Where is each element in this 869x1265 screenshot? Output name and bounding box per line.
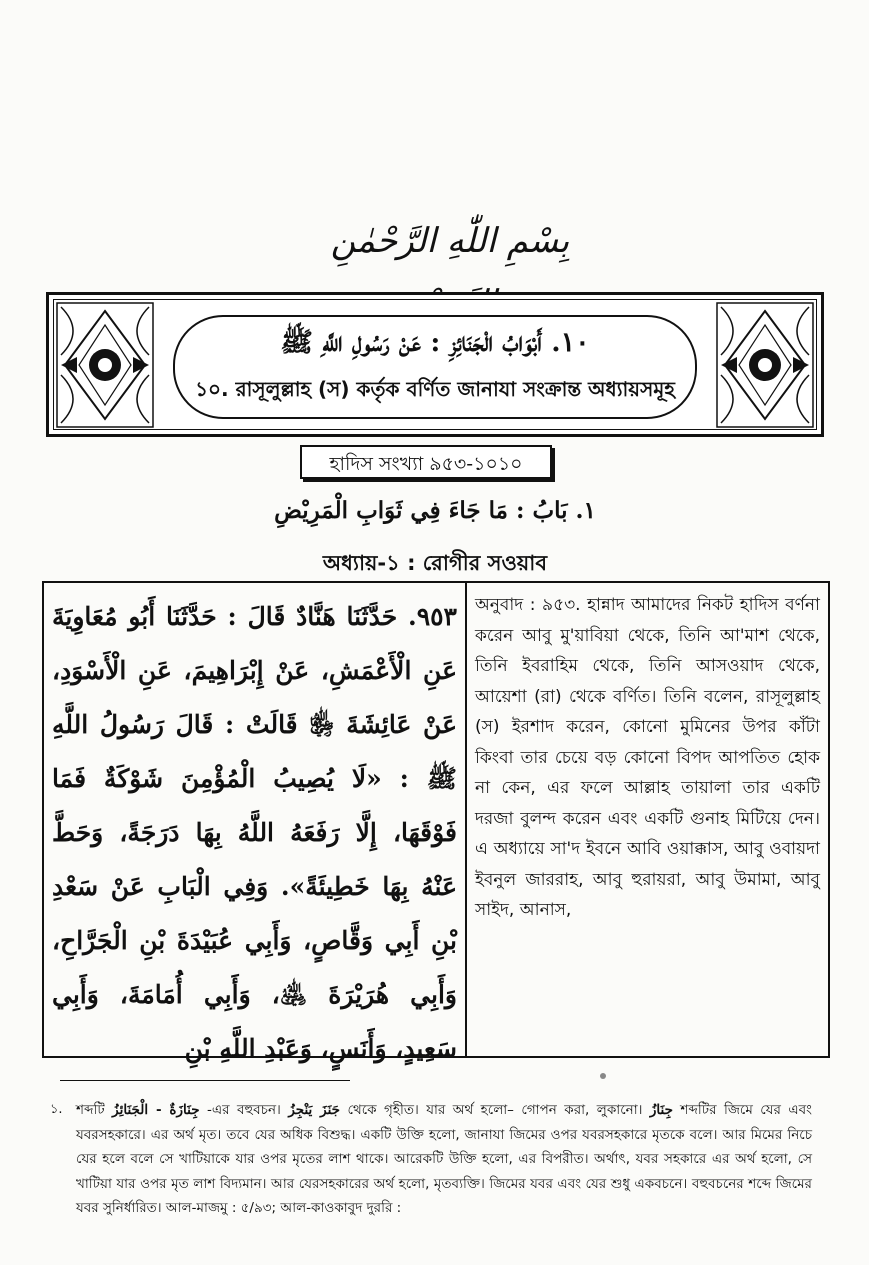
hadith-range-box: হাদিস সংখ্যা ৯৫৩-১০১০ [300,445,552,479]
chapter-bengali-heading: অধ্যায়-১ : রোগীর সওয়াব [322,551,548,575]
footnote-text-1: শব্দটি [76,1102,105,1118]
basmala-calligraphy: بِسْمِ اللّٰهِ الرَّحْمٰنِ [330,221,570,261]
footnote-text-4: শব্দটির জিমে যের এবং যবরসহকারে। এর অর্থ মৃত। তবে যের অধিক বিশুদ্ধ। একটি উক্তি হলো, জানাযা জিমের ওপর যবরসহকারে মৃতকে বলে। আর মিমের নিচে যের হলে বলে সে খাটিয়াকে যার ওপর মৃতের লাশ থাকে। আরেকটি উক্তি হলো, এর বিপরীত। অর্থাৎ, যবর সহকারে এর অর্থ হলো, সে খাটিয়া যার ওপর মৃত লাশ বিদ্যমান। আর যেরসহকারের অর্থ হলো, মৃতব্যক্তি। জিমের যবর এবং যের শুধু একবচনে। বহুবচনের শব্দে জিমের যবর সুনির্ধারিত। আল-মাজমু : ৫/৯৩; আল-কাওকাবুদ দুররি : [76,1102,812,1216]
banner-bengali-title: ১০. রাসূলুল্লাহ (স) কর্তৃক বর্ণিত জানাযা সংক্রান্ত অধ্যায়সমূহ [195,377,675,401]
footnote-arabic-3: جِنَازُ [649,1102,673,1118]
banner-title-panel [173,315,697,419]
footnote-number: ১. [50,1102,63,1117]
footnote-text-2: -এর বহুবচন। [207,1102,281,1118]
hadith-arabic-text: ٩٥٣. حَدَّثَنَا هَنَّادٌ قَالَ : حَدَّثَنَا أَبُو مُعَاوِيَةَ عَنِ الْأَعْمَشِ، عَنْ إِبْرَاهِيمَ، عَنِ الْأَسْوَدِ، عَنْ عَائِشَةَ ﵂ قَالَتْ : قَالَ رَسُولُ اللَّهِ ﷺ : «لَا يُصِيبُ الْمُؤْمِنَ شَوْكَةٌ فَمَا فَوْقَهَا، إِلَّا رَفَعَهُ اللَّهُ بِهَا دَرَجَةً، وَحَطَّ عَنْهُ بِهَا خَطِيئَةً». وَفِي الْبَابِ عَنْ سَعْدِ بْنِ أَبِي وَقَّاصٍ، وَأَبِي عُبَيْدَةَ بْنِ الْجَرَّاحِ، وَأَبِي هُرَيْرَةَ ﵁، وَأَبِي أُمَامَةَ، وَأَبِي سَعِيدٍ، وَأَنَسٍ، وَعَبْدِ اللَّهِ بْنِ [52,602,457,1063]
banner-arabic-title: ١٠. أَبْوَابُ الْجَنَائِزِ : عَنْ رَسُولِ اللَّهِ ﷺ [280,327,590,358]
hadith-bengali-translation: অনুবাদ : ৯৫৩. হান্নাদ আমাদের নিকট হাদিস বর্ণনা করেন আবু মু'য়াবিয়া থেকে, তিনি আ'মাশ থেকে, তিনি ইবরাহিম থেকে, তিনি আসওয়াদ থেকে, আয়েশা (রা) থেকে বর্ণিত। তিনি বলেন, রাসূলুল্লাহ (স) ইরশাদ করেন, কোনো মুমিনের উপর কাঁটা কিংবা তার চেয়ে বড় কোনো বিপদ আপতিত হোক না কেন, এর ফলে আল্লাহ তায়ালা তার একটি দরজা বুলন্দ করেন এবং একটি গুনাহ মিটিয়ে দেন। এ অধ্যায়ে সা'দ ইবনে আবি ওয়াক্কাস, আবু ওবায়দা ইবনুল জাররাহ, আবু হুরায়রা, আবু উমামা, আবু সাইদ, আনাস, [475,595,820,920]
left-ornament-icon [55,301,155,429]
footnote-text-3: থেকে গৃহীত। যার অর্থ হলো– গোপন করা, লুকানো। [347,1102,643,1118]
footnote-text [76,1098,812,1221]
footnote-arabic-2: جَنَزَ يَنْجِزُ [288,1102,341,1118]
scan-dot [600,1073,606,1079]
footnote-rule [60,1080,350,1081]
footnote-arabic-1: جِنَازَةٌ - الْجَنَائِزُ [112,1102,200,1118]
column-divider [465,581,467,1058]
chapter-banner [46,292,824,437]
chapter-arabic-heading: ١. بَابُ : مَا جَاءَ فِي ثَوَابِ الْمَرِيْضِ [274,497,596,524]
right-ornament-icon [715,301,815,429]
